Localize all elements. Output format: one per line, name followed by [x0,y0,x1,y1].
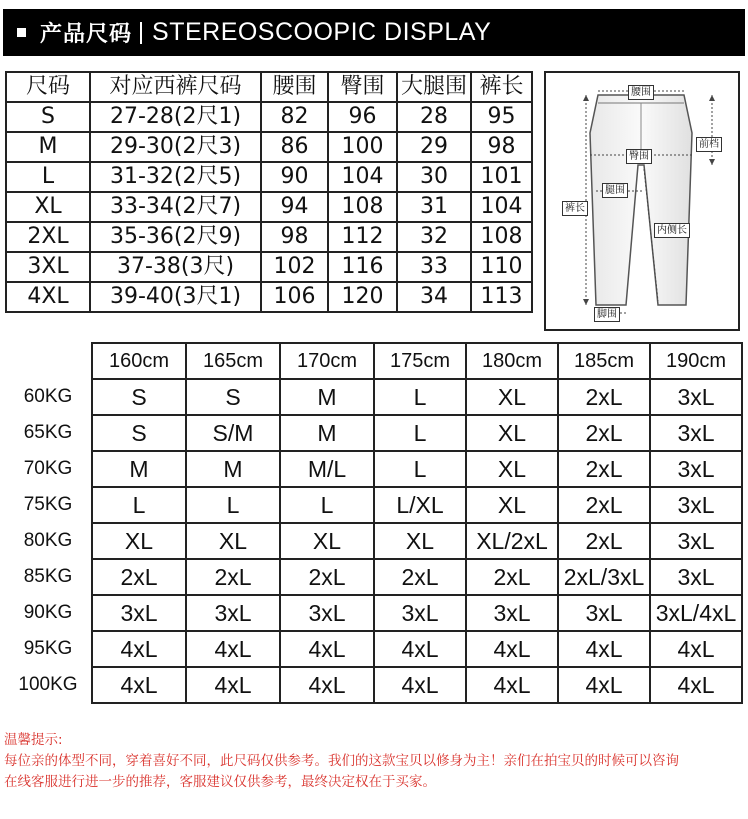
size-table [5,71,533,313]
size-cell: L [6,162,90,192]
fit-table [5,342,743,704]
size-cell: M [6,132,90,162]
weight-header-cell: 85KG [5,559,92,595]
label-inseam: 内侧长 [654,223,690,238]
fit-size-cell: XL [374,523,466,559]
size-cell: 90 [261,162,328,192]
table-row [6,192,532,222]
fit-size-cell: XL [466,379,558,415]
fit-size-cell: 4xL [186,667,280,703]
fit-size-cell: 4xL [650,667,742,703]
size-cell: 86 [261,132,328,162]
fit-size-cell: XL [466,487,558,523]
title-cn: 产品尺码 [40,22,133,47]
fit-size-cell: L/XL [374,487,466,523]
fit-size-cell: 3xL [280,595,374,631]
fit-size-cell: 3xL [650,379,742,415]
size-cell: 116 [328,252,397,282]
pants-diagram [544,71,740,331]
height-header-cell: 160cm [92,343,186,379]
label-leg-opening: 脚围 [594,307,620,322]
fit-size-cell: 2xL [374,559,466,595]
fit-size-cell: XL [186,523,280,559]
table-row [5,379,742,415]
height-header-cell: 185cm [558,343,650,379]
fit-size-cell: S [186,379,280,415]
bullet-square-icon [17,28,26,37]
size-cell: 4XL [6,282,90,312]
size-cell: 110 [471,252,532,282]
fit-size-cell: 2xL/3xL [558,559,650,595]
fit-size-cell: 3xL [558,595,650,631]
fit-size-cell: M [280,379,374,415]
fit-size-cell: 3xL [650,487,742,523]
fit-size-cell: 2xL [186,559,280,595]
fit-size-cell: 3xL [374,595,466,631]
fit-table-header-row [5,343,742,379]
table-row [5,559,742,595]
size-cell: S [6,102,90,132]
size-cell: 106 [261,282,328,312]
fit-size-cell: 2xL [280,559,374,595]
table-row [6,132,532,162]
height-header-cell: 180cm [466,343,558,379]
height-header-cell: 170cm [280,343,374,379]
fit-size-cell: 4xL [374,667,466,703]
fit-size-cell: XL [466,451,558,487]
fit-size-cell: 3xL [466,595,558,631]
fit-size-cell: 4xL [466,667,558,703]
fit-size-cell: M/L [280,451,374,487]
table-row [6,252,532,282]
table-row [5,523,742,559]
size-cell: 108 [471,222,532,252]
size-cell: 98 [471,132,532,162]
size-cell: 34 [397,282,471,312]
fit-size-cell: L [374,379,466,415]
size-cell: 32 [397,222,471,252]
fit-size-cell: 2xL [92,559,186,595]
fit-size-cell: 4xL [280,667,374,703]
size-cell: 31 [397,192,471,222]
table-row [5,595,742,631]
size-cell: 30 [397,162,471,192]
label-length: 裤长 [562,201,588,216]
weight-header-cell: 60KG [5,379,92,415]
table-row [5,667,742,703]
table-row [6,102,532,132]
fit-size-cell: 3xL [650,559,742,595]
tips-title: 温馨提示: [4,732,63,748]
fit-size-cell: 2xL [558,379,650,415]
size-cell: 31-32(2尺5) [90,162,261,192]
title-en: STEREOSCOOPIC DISPLAY [152,18,492,46]
size-cell: 104 [471,192,532,222]
fit-size-cell: 3xL [650,523,742,559]
fit-size-cell: 4xL [650,631,742,667]
fit-size-cell: 2xL [558,415,650,451]
size-cell: 120 [328,282,397,312]
fit-size-cell: 4xL [92,667,186,703]
fit-size-cell: 4xL [186,631,280,667]
size-cell: 113 [471,282,532,312]
fit-size-cell: S/M [186,415,280,451]
size-table-header-row [6,72,532,102]
size-cell: 29 [397,132,471,162]
weight-header-cell: 65KG [5,415,92,451]
fit-size-cell: 4xL [92,631,186,667]
fit-size-cell: 2xL [466,559,558,595]
size-cell: 33-34(2尺7) [90,192,261,222]
fit-size-cell: XL [92,523,186,559]
size-cell: 98 [261,222,328,252]
size-header-cell: 对应西裤尺码 [90,72,261,102]
label-thigh: 腿围 [602,183,628,198]
fit-size-cell: M [186,451,280,487]
fit-corner-cell [5,343,92,379]
fit-size-cell: 4xL [558,667,650,703]
fit-size-cell: XL [280,523,374,559]
fit-size-cell: L [374,451,466,487]
size-cell: 95 [471,102,532,132]
size-cell: 2XL [6,222,90,252]
fit-size-cell: M [280,415,374,451]
height-header-cell: 175cm [374,343,466,379]
weight-header-cell: 80KG [5,523,92,559]
size-cell: 108 [328,192,397,222]
fit-size-cell: 4xL [558,631,650,667]
fit-size-cell: S [92,415,186,451]
size-header-cell: 臀围 [328,72,397,102]
fit-size-cell: M [92,451,186,487]
size-cell: 35-36(2尺9) [90,222,261,252]
size-cell: 28 [397,102,471,132]
label-waist: 腰围 [628,85,654,100]
size-header-cell: 大腿围 [397,72,471,102]
fit-size-cell: 4xL [466,631,558,667]
size-cell: 39-40(3尺1) [90,282,261,312]
tips-line-2: 在线客服进行进一步的推荐，客服建议仅供参考，最终决定权在于买家。 [4,774,436,790]
fit-size-cell: L [374,415,466,451]
size-cell: 3XL [6,252,90,282]
title-divider [140,22,142,44]
fit-size-cell: 4xL [280,631,374,667]
size-cell: XL [6,192,90,222]
weight-header-cell: 70KG [5,451,92,487]
tips-section [4,730,744,793]
fit-size-cell: 3xL/4xL [650,595,742,631]
weight-header-cell: 100KG [5,667,92,703]
table-row [5,415,742,451]
size-header-cell: 腰围 [261,72,328,102]
fit-size-cell: 3xL [186,595,280,631]
fit-size-cell: L [280,487,374,523]
size-cell: 112 [328,222,397,252]
fit-size-cell: 2xL [558,523,650,559]
table-row [5,451,742,487]
height-header-cell: 165cm [186,343,280,379]
fit-size-cell: 4xL [374,631,466,667]
fit-size-cell: 2xL [558,451,650,487]
fit-size-cell: 3xL [650,451,742,487]
fit-size-cell: 2xL [558,487,650,523]
weight-header-cell: 95KG [5,631,92,667]
fit-size-cell: L [186,487,280,523]
table-row [6,162,532,192]
size-cell: 82 [261,102,328,132]
fit-size-cell: XL [466,415,558,451]
size-cell: 100 [328,132,397,162]
size-cell: 33 [397,252,471,282]
weight-header-cell: 75KG [5,487,92,523]
fit-size-cell: L [92,487,186,523]
label-hip: 臀围 [626,149,652,164]
fit-size-cell: 3xL [650,415,742,451]
size-cell: 96 [328,102,397,132]
tips-line-1: 每位亲的体型不同，穿着喜好不同，此尺码仅供参考。我们的这款宝贝以修身为主！亲们在拍宝贝的时候可以咨询 [4,753,679,769]
size-cell: 29-30(2尺3) [90,132,261,162]
height-header-cell: 190cm [650,343,742,379]
size-cell: 101 [471,162,532,192]
header-banner [3,9,745,56]
size-header-cell: 裤长 [471,72,532,102]
fit-size-cell: S [92,379,186,415]
size-cell: 27-28(2尺1) [90,102,261,132]
size-cell: 102 [261,252,328,282]
size-header-cell: 尺码 [6,72,90,102]
table-row [6,282,532,312]
weight-header-cell: 90KG [5,595,92,631]
table-row [5,487,742,523]
fit-size-cell: XL/2xL [466,523,558,559]
size-cell: 94 [261,192,328,222]
size-cell: 37-38(3尺) [90,252,261,282]
label-front-rise: 前档 [696,137,722,152]
size-cell: 104 [328,162,397,192]
fit-size-cell: 3xL [92,595,186,631]
table-row [6,222,532,252]
table-row [5,631,742,667]
